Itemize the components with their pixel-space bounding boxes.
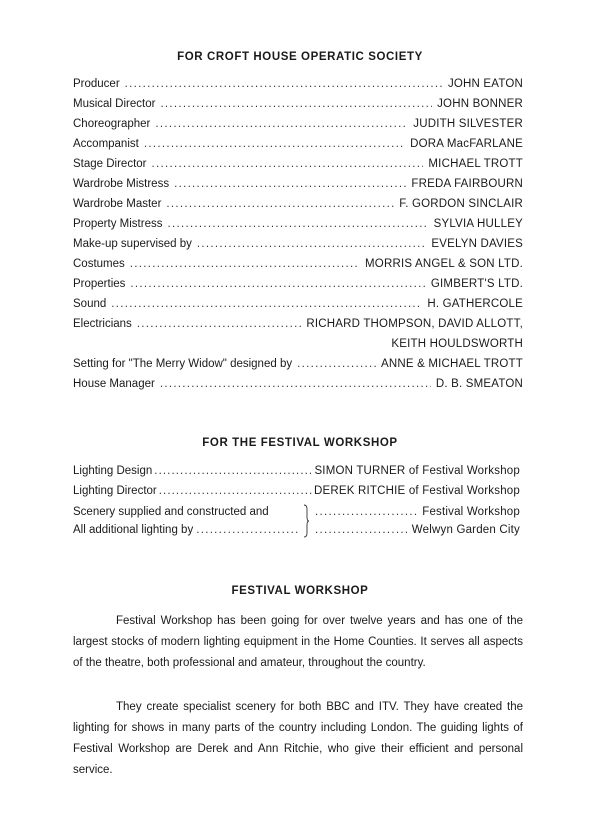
credit-role: House Manager <box>73 378 155 390</box>
credit-role: Producer <box>73 78 120 90</box>
credit-name: RICHARD THOMPSON, DAVID ALLOTT, <box>306 318 523 330</box>
credit-row <box>73 194 523 214</box>
credit-name: EVELYN DAVIES <box>431 238 523 250</box>
credit-name: JOHN BONNER <box>437 98 523 110</box>
credit-name: D. B. SMEATON <box>435 378 523 390</box>
credit-row <box>73 374 523 394</box>
credit-name: GIMBERT'S LTD. <box>430 278 523 290</box>
credit-name: FREDA FAIRBOURN <box>411 178 523 190</box>
credit-role: Wardrobe Master <box>73 198 162 210</box>
shared-credit-block <box>73 503 520 539</box>
dot-leader <box>315 521 408 539</box>
dot-leader <box>297 354 376 374</box>
credit-row <box>73 174 523 194</box>
credit-row <box>73 461 520 481</box>
credit-row <box>73 354 523 374</box>
festival-credits-list <box>73 461 520 501</box>
credit-row <box>73 134 523 154</box>
scenery-name: Festival Workshop <box>422 506 520 518</box>
credit-name: SYLVIA HULLEY <box>433 218 523 230</box>
dot-leader <box>166 194 394 214</box>
dot-leader <box>144 134 405 154</box>
credit-row <box>73 74 523 94</box>
dot-leader <box>159 481 312 501</box>
credit-row <box>73 234 523 254</box>
credit-row <box>73 314 523 334</box>
credit-role: Stage Director <box>73 158 147 170</box>
credit-row-continuation <box>73 334 523 354</box>
dot-leader <box>160 374 431 394</box>
credit-name: KEITH HOULDSWORTH <box>391 338 523 350</box>
credit-role: Lighting Design <box>73 465 153 477</box>
credit-role: Setting for "The Merry Widow" designed by <box>73 358 293 370</box>
dot-leader <box>130 254 360 274</box>
credit-row <box>73 114 523 134</box>
about-paragraph-2: They create specialist scenery for both BBC and ITV. They have created the lighting for shows in many parts of the country including London. The guiding lights of Festival Workshop are Derek and Ann Ritchie, who give their efficient and personal service. <box>73 701 523 776</box>
dot-leader <box>174 174 406 194</box>
lighting-line <box>73 521 520 539</box>
credit-role: Accompanist <box>73 138 139 150</box>
credit-name: MORRIS ANGEL & SON LTD. <box>365 258 523 270</box>
dot-leader <box>196 521 298 539</box>
credit-row <box>73 274 523 294</box>
credit-role: Costumes <box>73 258 125 270</box>
croft-heading: FOR CROFT HOUSE OPERATIC SOCIETY <box>177 51 423 63</box>
credit-role: Musical Director <box>73 98 156 110</box>
dot-leader <box>155 114 408 134</box>
credit-role: Property Mistress <box>73 218 163 230</box>
dot-leader <box>152 154 424 174</box>
credit-name: DEREK RITCHIE of Festival Workshop <box>314 485 520 497</box>
brace-icon <box>302 503 310 539</box>
credit-name: F. GORDON SINCLAIR <box>399 198 523 210</box>
about-heading: FESTIVAL WORKSHOP <box>231 585 369 597</box>
credit-role: Make-up supervised by <box>73 238 192 250</box>
scenery-line <box>73 503 520 521</box>
credit-role: Properties <box>73 278 126 290</box>
credit-name: JOHN EATON <box>447 78 523 90</box>
dot-leader <box>137 314 302 334</box>
credit-row <box>73 294 523 314</box>
about-paragraph-1: Festival Workshop has been going for over twelve years and has one of the largest stocks of modern lighting equipment in the Home Counties. It serves all aspects of the theatre, both professional and amateur, throughout the country. <box>73 615 523 669</box>
credit-name: ANNE & MICHAEL TROTT <box>380 358 523 370</box>
dot-leader <box>154 461 312 481</box>
dot-leader <box>197 234 426 254</box>
dot-leader <box>125 74 443 94</box>
credit-role: Sound <box>73 298 107 310</box>
credit-name: H. GATHERCOLE <box>427 298 523 310</box>
dot-leader <box>160 94 432 114</box>
dot-leader <box>130 274 425 294</box>
credit-row <box>73 481 520 501</box>
credit-role: Electricians <box>73 318 132 330</box>
lighting-role: All additional lighting by <box>73 524 194 536</box>
dot-leader <box>167 214 428 234</box>
credit-row <box>73 94 523 114</box>
credit-row <box>73 214 523 234</box>
dot-leader <box>315 503 418 521</box>
credit-row <box>73 254 523 274</box>
festival-heading: FOR THE FESTIVAL WORKSHOP <box>202 437 398 449</box>
credit-role: Wardrobe Mistress <box>73 178 170 190</box>
croft-credits-list <box>73 74 523 394</box>
credit-name: DORA MacFARLANE <box>410 138 523 150</box>
lighting-name: Welwyn Garden City <box>411 524 520 536</box>
credit-role: Choreographer <box>73 118 151 130</box>
credit-role: Lighting Director <box>73 485 157 497</box>
credit-row <box>73 154 523 174</box>
scenery-role: Scenery supplied and constructed and <box>73 506 269 518</box>
credit-name: JUDITH SILVESTER <box>413 118 523 130</box>
credit-name: SIMON TURNER of Festival Workshop <box>314 465 520 477</box>
dot-leader <box>111 294 422 314</box>
credit-name: MICHAEL TROTT <box>428 158 523 170</box>
